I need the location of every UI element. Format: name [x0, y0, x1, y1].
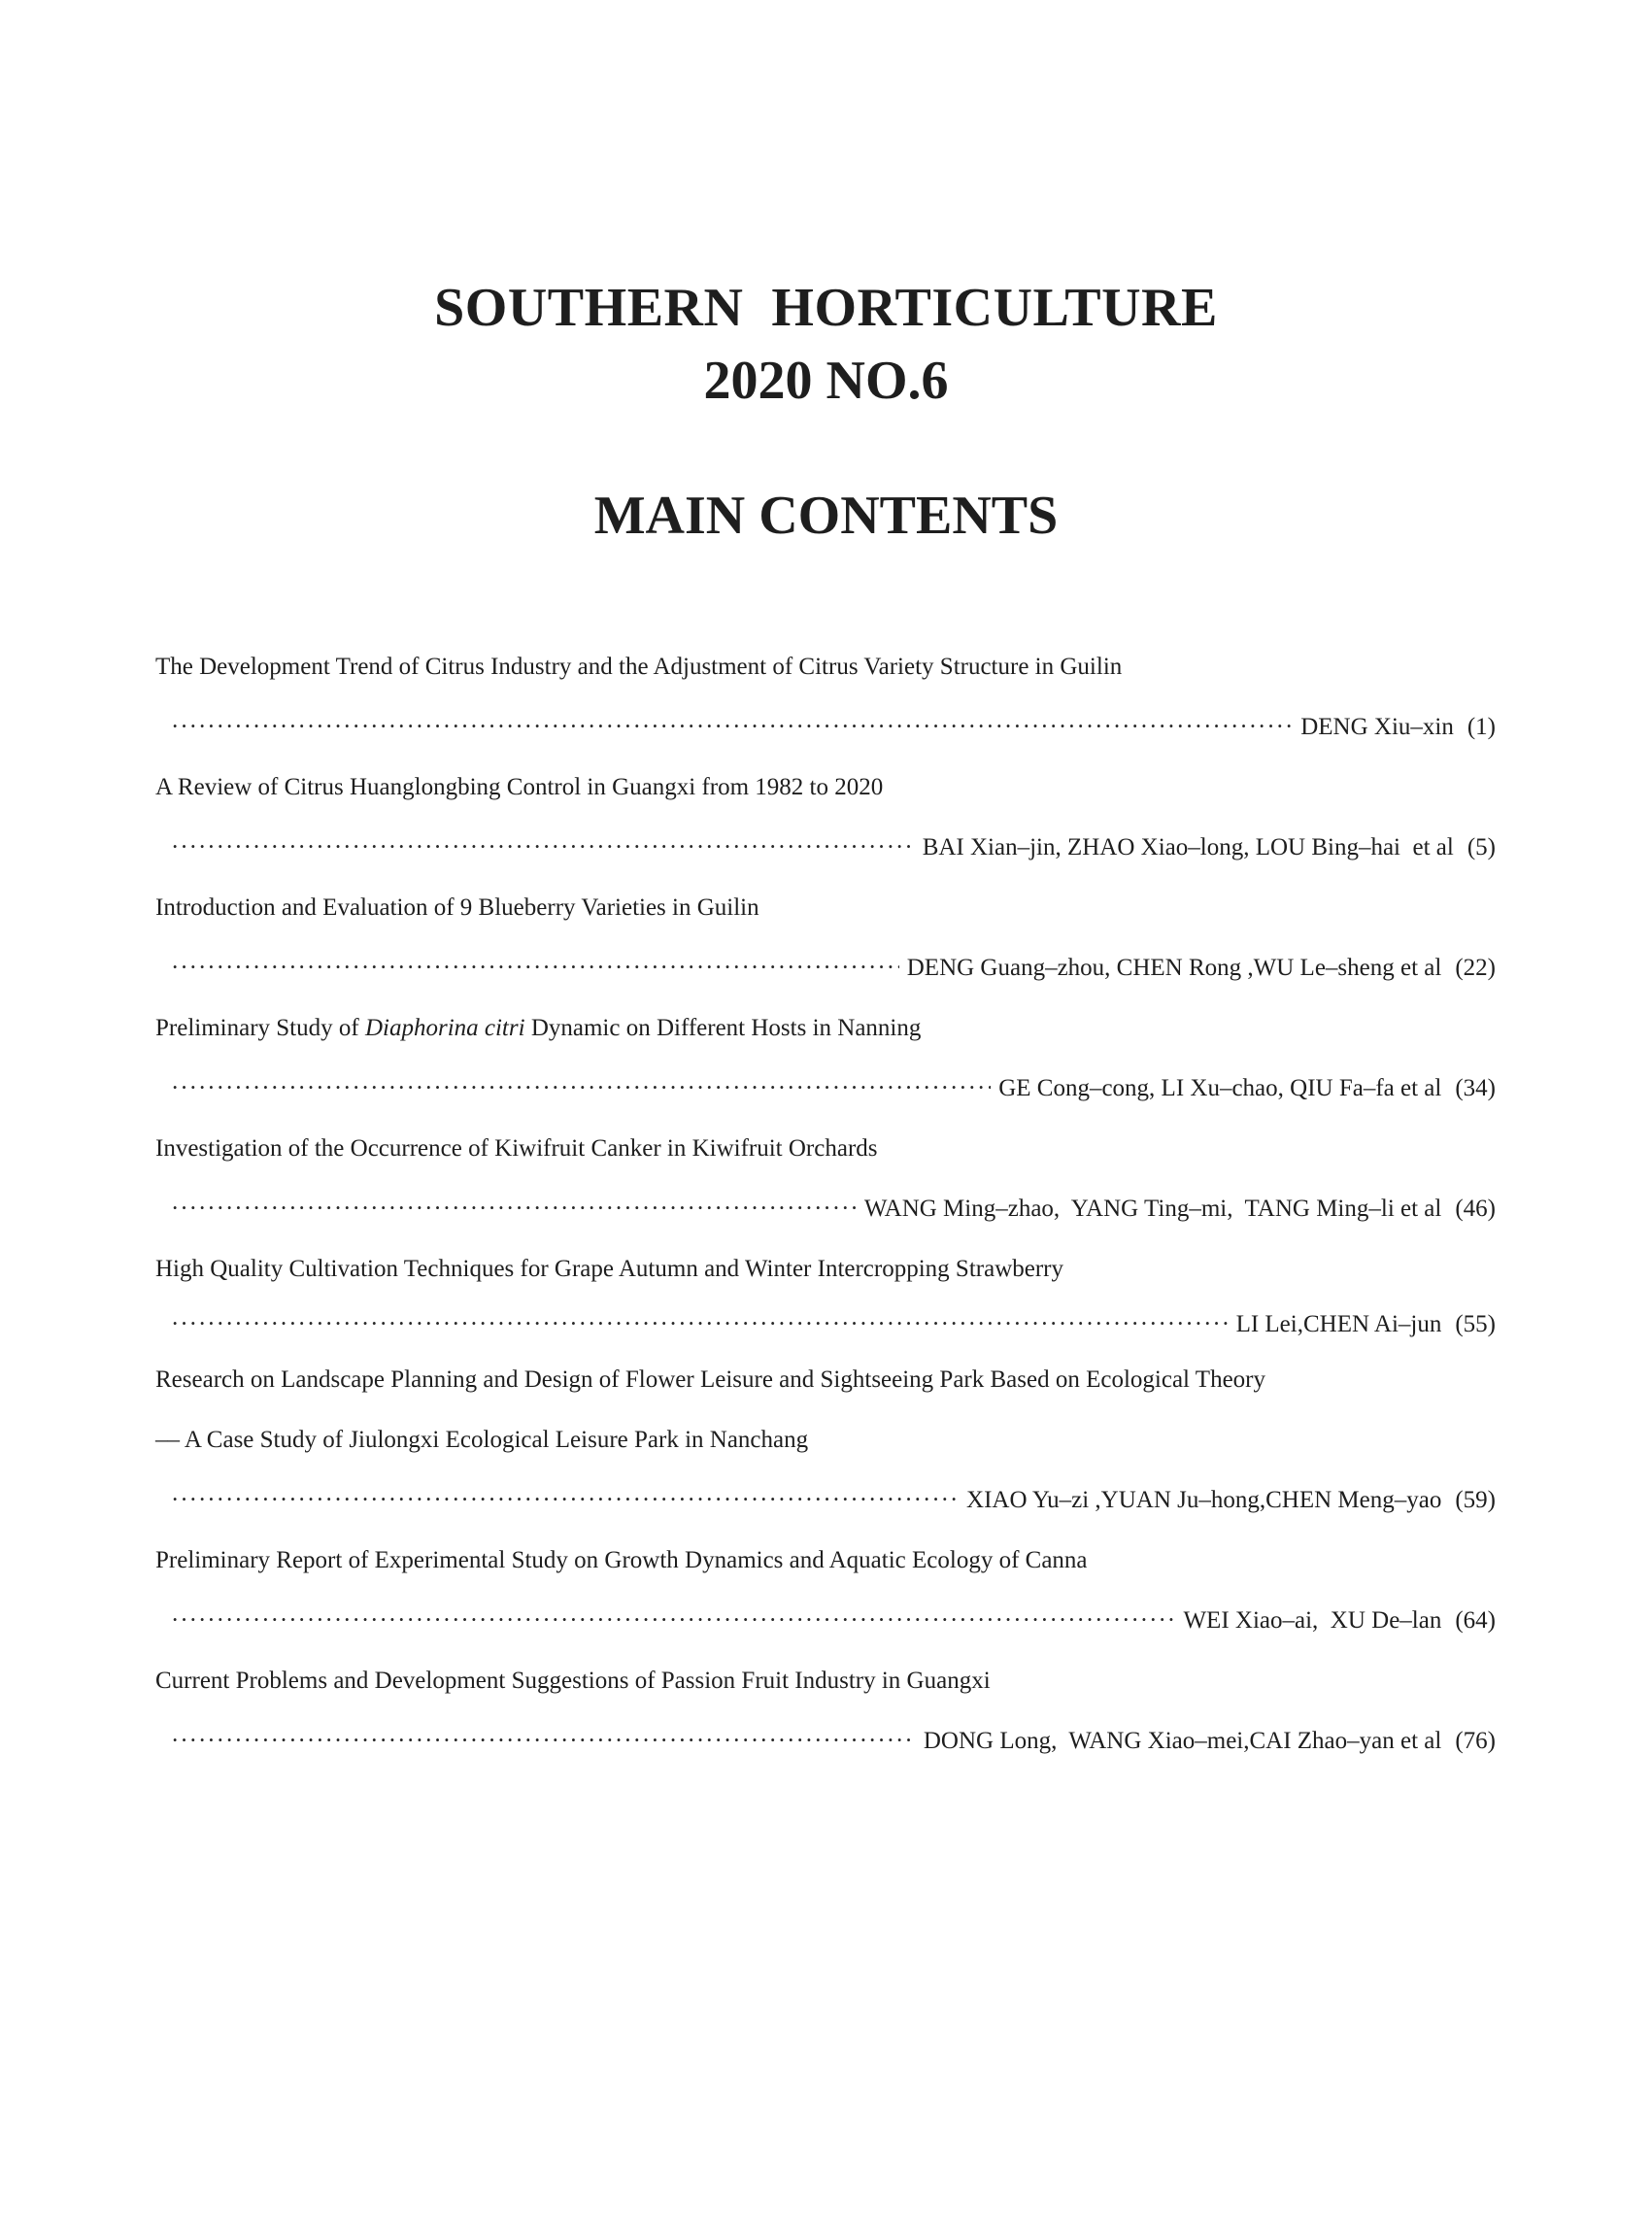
dot-leader: [171, 938, 899, 998]
dot-leader: [171, 1711, 916, 1771]
entry-authors: DONG Long, WANG Xiao–mei,CAI Zhao–yan et al: [923, 1728, 1442, 1754]
entry-authors: DENG Guang–zhou, CHEN Rong ,WU Le–sheng et al: [906, 955, 1442, 981]
toc-entry[interactable]: [155, 637, 1496, 758]
entry-title: Preliminary Report of Experimental Study on Growth Dynamics and Aquatic Ecology of Canna: [155, 1547, 1088, 1573]
entry-page-number: (64): [1455, 1607, 1496, 1634]
entry-page-number: (46): [1455, 1196, 1496, 1222]
entry-page-number: (22): [1455, 955, 1496, 981]
entry-leader-line: [155, 1711, 1496, 1771]
toc-entry[interactable]: [155, 1531, 1496, 1651]
entry-leader-line: [155, 818, 1496, 878]
dot-leader: [171, 1470, 959, 1531]
entry-title: Investigation of the Occurrence of Kiwifruit Canker in Kiwifruit Orchards: [155, 1135, 878, 1162]
toc-entry[interactable]: [155, 1350, 1496, 1531]
entry-leader-line: [155, 1299, 1496, 1350]
entry-leader-line: [155, 1059, 1496, 1119]
entry-title: High Quality Cultivation Techniques for Grape Autumn and Winter Intercropping Strawberry: [155, 1256, 1063, 1282]
table-of-contents: [155, 637, 1496, 1771]
entry-page-number: (34): [1455, 1075, 1496, 1101]
entry-title-suffix: Dynamic on Different Hosts in Nanning: [524, 1015, 922, 1041]
entry-title: Introduction and Evaluation of 9 Blueberry Varieties in Guilin: [155, 894, 759, 921]
toc-entry[interactable]: [155, 1651, 1496, 1771]
issue-number: 2020 NO.6: [703, 351, 949, 411]
entry-authors: LI Lei,CHEN Ai–jun: [1235, 1311, 1442, 1337]
entry-authors: XIAO Yu–zi ,YUAN Ju–hong,CHEN Meng–yao: [966, 1487, 1442, 1513]
contents-heading: MAIN CONTENTS: [593, 486, 1059, 546]
dot-leader: [171, 818, 915, 878]
entry-page-number: (76): [1455, 1728, 1496, 1754]
entry-subtitle: –– A Case Study of Jiulongxi Ecological Leisure Park in Nanchang: [155, 1427, 809, 1453]
toc-entry[interactable]: [155, 1119, 1496, 1239]
entry-authors: WANG Ming–zhao, YANG Ting–mi, TANG Ming–li et al: [863, 1196, 1442, 1222]
entry-title: Research on Landscape Planning and Design of Flower Leisure and Sightseeing Park Based on Ecological Theory: [155, 1366, 1265, 1393]
entry-page-number: (55): [1455, 1311, 1496, 1337]
entry-leader-line: [155, 938, 1496, 998]
entry-page-number: (5): [1467, 834, 1496, 860]
entry-title: The Development Trend of Citrus Industry and the Adjustment of Citrus Variety Structure in Guilin: [155, 654, 1123, 680]
entry-title: Current Problems and Development Suggestions of Passion Fruit Industry in Guangxi: [155, 1668, 991, 1694]
entry-authors: DENG Xiu–xin: [1300, 714, 1454, 740]
entry-title-prefix: Preliminary Study of: [155, 1015, 365, 1041]
dot-leader: [171, 697, 1293, 758]
dot-leader: [171, 1299, 1229, 1350]
entry-title: A Review of Citrus Huanglongbing Control in Guangxi from 1982 to 2020: [155, 774, 884, 800]
dot-leader: [171, 1179, 857, 1239]
entry-leader-line: [155, 1591, 1496, 1651]
entry-page-number: (1): [1467, 714, 1496, 740]
toc-entry[interactable]: [155, 1239, 1496, 1350]
entry-authors: GE Cong–cong, LI Xu–chao, QIU Fa–fa et al: [998, 1075, 1442, 1101]
dot-leader: [171, 1059, 991, 1119]
entry-leader-line: [155, 697, 1496, 758]
journal-title: SOUTHERN HORTICULTURE: [434, 278, 1218, 338]
dot-leader: [171, 1591, 1175, 1651]
toc-entry[interactable]: [155, 758, 1496, 878]
toc-entry[interactable]: [155, 998, 1496, 1119]
entry-authors: WEI Xiao–ai, XU De–lan: [1183, 1607, 1442, 1634]
entry-authors: BAI Xian–jin, ZHAO Xiao–long, LOU Bing–hai et al: [922, 834, 1454, 860]
toc-entry[interactable]: [155, 878, 1496, 998]
entry-leader-line: [155, 1179, 1496, 1239]
entry-title-species: Diaphorina citri: [364, 1015, 525, 1041]
entry-title: [155, 998, 1496, 1059]
entry-leader-line: [155, 1470, 1496, 1531]
entry-page-number: (59): [1455, 1487, 1496, 1513]
